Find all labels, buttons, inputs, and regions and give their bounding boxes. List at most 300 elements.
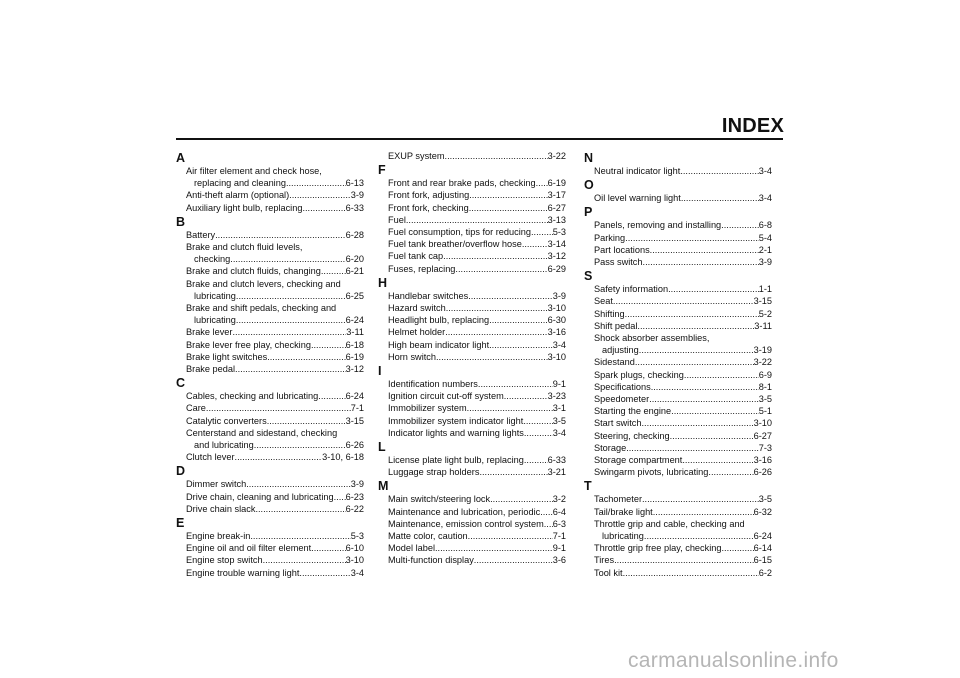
index-entry [584,405,772,417]
index-letter-heading: T [584,479,592,494]
index-entry [584,244,772,256]
index-entry [176,427,364,451]
leader-dots [490,493,553,505]
index-entry-text: Luggage strap holders [388,467,480,478]
leader-dots [681,192,759,204]
index-page-number: 6-29 [547,263,566,274]
index-entry [584,554,772,566]
leader-dots [289,189,351,201]
index-page-number: 6-24 [345,391,364,402]
index-entry-text: EXUP system [388,151,445,161]
index-entry-text: Drive chain slack [186,503,256,514]
index-page-number: 3-16 [753,455,772,466]
index-entry [176,402,364,414]
index-entry-text: Front fork, checking [388,202,469,213]
index-entry [378,454,566,466]
index-entry [584,506,772,518]
leader-dots [614,554,754,566]
index-entry-text: Matte color, caution [388,531,468,542]
leader-dots [321,265,346,277]
index-page-number: 3-1 [552,403,566,414]
leader-dots [635,356,754,368]
index-page-number: 3-9 [758,257,772,268]
leader-dots [443,250,547,262]
index-entry [584,256,772,268]
index-letter-heading: D [176,464,186,479]
index-entry-text: Tool kit [594,567,623,578]
index-entry-text: Shift pedal [594,320,638,331]
index-entry-text: Main switch/steering lock [388,494,491,505]
index-entry-text: Immobilizer system [388,403,467,414]
leader-dots [623,567,759,579]
index-page-number: 3-9 [552,290,566,301]
leader-dots [625,308,759,320]
index-entry-text: Safety information [594,284,669,295]
index-page-number: 3-10 [547,351,566,362]
leader-dots [649,393,759,405]
index-entry [584,192,772,204]
leader-dots [267,415,346,427]
index-page-number: 3-4 [552,427,566,438]
index-entry [176,326,364,338]
leader-dots [455,263,547,275]
index-entry [176,530,364,542]
index-entry [378,351,566,363]
index-page-number: 5-4 [758,232,772,243]
leader-dots [232,326,346,338]
index-page-number: 3-6 [552,555,566,566]
index-page-number: 3-22 [547,151,566,161]
index-entry-text: Starting the engine [594,406,672,417]
index-page-number: 3-16 [547,327,566,338]
index-entry [584,356,772,368]
leader-dots [302,202,345,214]
index-entry-text: Brake and shift pedals, checking and [186,303,337,314]
index-entry [176,189,364,201]
index-letter-heading: C [176,376,186,391]
index-page-number: 3-19 [753,345,772,356]
index-entry-text: Fuel consumption, tips for reducing [388,227,531,238]
index-entry-text: Fuel [388,214,406,225]
index-entry-text: Brake and clutch levers, checking and [186,278,341,289]
leader-dots [668,283,759,295]
index-entry [584,283,772,295]
index-entry [584,542,772,554]
index-entry [584,417,772,429]
index-page-number: 2-1 [758,244,772,255]
index-entry-text: replacing and cleaning [194,178,286,189]
index-entry [584,369,772,381]
index-entry-text: lubricating [194,315,236,326]
index-entry [378,238,566,250]
leader-dots [524,454,548,466]
index-letter-heading: E [176,516,185,531]
index-letter-heading: S [584,269,593,284]
leader-dots [653,506,754,518]
leader-dots [626,442,759,454]
index-page-number: 6-19 [345,351,364,362]
index-entry-text: Catalytic converters [186,415,267,426]
index-page-number: 3-4 [350,567,364,578]
leader-dots [478,378,553,390]
index-page-number: 6-32 [753,506,772,517]
leader-dots [235,451,323,463]
leader-dots [671,405,759,417]
index-page-number: 3-4 [552,339,566,350]
index-page-number: 9-1 [552,379,566,390]
index-entry [378,390,566,402]
index-entry-text: Sidestand [594,357,635,368]
index-entry-text: Brake lever free play, checking [186,339,311,350]
index-entry-text: Throttle grip and cable, checking and [594,518,745,529]
index-page-number: 6-26 [753,467,772,478]
index-entry [378,518,566,530]
index-page-number: 3-2 [552,494,566,505]
index-letter-heading: B [176,214,186,229]
index-entry-text: Model label [388,543,435,554]
leader-dots [540,506,553,518]
index-page-number: 3-12 [345,364,364,375]
index-column-2 [378,150,566,567]
index-entry [584,295,772,307]
index-entry-text: Parking [594,232,626,243]
index-entry [584,232,772,244]
index-entry [176,478,364,490]
watermark: carmanualsonline.info [628,649,839,672]
index-entry-text: Maintenance and lubrication, periodic [388,506,541,517]
index-page-number: 1-1 [758,284,772,295]
index-page-number: 3-22 [753,357,772,368]
index-entry [378,226,566,238]
index-entry-text: Headlight bulb, replacing [388,315,490,326]
index-entry-text: Anti-theft alarm (optional) [186,190,290,201]
index-page-number: 6-3 [552,518,566,529]
index-page-number: 6-27 [547,202,566,213]
index-entry [584,381,772,393]
index-page-number: 3-5 [758,494,772,505]
index-page-number: 3-12 [547,251,566,262]
index-entry-text: High beam indicator light [388,339,490,350]
leader-dots [479,466,547,478]
index-entry-text: Fuel tank cap [388,251,444,262]
index-entry [176,415,364,427]
index-page-number: 6-24 [753,531,772,542]
index-entry-text: Centerstand and sidestand, checking [186,427,338,438]
leader-dots [522,238,548,250]
leader-dots [639,344,754,356]
index-entry-text: Shifting [594,308,625,319]
index-page-number: 6-28 [345,229,364,240]
index-page-number: 3-14 [547,239,566,250]
index-entry [584,308,772,320]
index-entry-text: Seat [594,296,613,307]
index-entry [584,430,772,442]
index-page-number: 3-10, 6-18 [322,452,364,463]
index-page-number: 3-9 [350,190,364,201]
index-entry-text: Fuel tank breather/overflow hose [388,239,522,250]
index-entry [176,302,364,326]
index-page-number: 6-26 [345,440,364,451]
leader-dots [406,214,548,226]
index-entry [584,393,772,405]
leader-dots [721,219,759,231]
index-entry [378,177,566,189]
index-entry [176,554,364,566]
index-page-number: 6-13 [345,178,364,189]
index-letter-heading: L [378,440,386,455]
index-entry [176,229,364,241]
leader-dots [468,290,553,302]
index-entry-text: Drive chain, cleaning and lubricating [186,491,334,502]
index-entry-text: Spark plugs, checking [594,369,684,380]
index-entry-text: Care [186,403,206,414]
index-entry [378,466,566,478]
index-entry-text: Brake and clutch fluids, changing [186,266,321,277]
leader-dots [524,427,553,439]
index-page-number: 6-8 [758,220,772,231]
leader-dots [445,150,548,162]
index-page-number: 3-9 [350,479,364,490]
index-entry-text: Front fork, adjusting [388,190,470,201]
index-entry-text: Front and rear brake pads, checking [388,178,536,189]
leader-dots [544,518,553,530]
leader-dots [625,232,759,244]
index-page-number: 3-17 [547,190,566,201]
index-entry-text: Immobilizer system indicator light [388,415,524,426]
index-entry-text: Swingarm pivots, lubricating [594,467,709,478]
index-page-number: 3-23 [547,391,566,402]
index-page-number: 6-4 [552,506,566,517]
index-page-number: 6-9 [758,369,772,380]
index-page-number: 3-4 [758,166,772,176]
index-entry [176,202,364,214]
index-entry-text: Battery [186,229,216,240]
index-entry [176,491,364,503]
index-entry [176,451,364,463]
leader-dots [642,493,759,505]
index-entry [378,302,566,314]
index-entry-text: and lubricating [194,440,254,451]
index-entry [378,493,566,505]
leader-dots [311,339,346,351]
leader-dots [255,503,345,515]
leader-dots [250,530,350,542]
leader-dots [682,454,753,466]
index-entry-text: Storage compartment [594,455,683,466]
leader-dots [643,256,759,268]
index-page-number: 6-14 [753,543,772,554]
index-entry [378,530,566,542]
index-entry [176,542,364,554]
index-entry [584,320,772,332]
leader-dots [684,369,759,381]
index-letter-heading: F [378,163,386,178]
index-entry [176,351,364,363]
index-entry [378,339,566,351]
index-page-number: 3-11 [754,320,772,331]
index-entry [378,263,566,275]
leader-dots [680,165,758,177]
index-entry-text: Brake light switches [186,351,268,362]
index-entry [378,314,566,326]
leader-dots [318,390,345,402]
index-entry [176,241,364,265]
leader-dots [469,189,547,201]
index-entry [584,442,772,454]
index-entry-text: Engine trouble warning light [186,567,300,578]
leader-dots [445,326,547,338]
leader-dots [469,202,548,214]
index-entry [378,202,566,214]
leader-dots [523,415,552,427]
index-entry-text: Identification numbers [388,379,478,390]
leader-dots [446,302,548,314]
index-page-number: 3-5 [552,415,566,426]
index-entry [176,339,364,351]
index-page-number: 6-21 [345,266,364,277]
index-entry-text: Auxiliary light bulb, replacing [186,202,303,213]
index-entry-text: Hazard switch [388,303,446,314]
leader-dots [722,542,754,554]
index-letter-heading: I [378,364,382,379]
leader-dots [235,363,346,375]
index-entry-text: Clutch lever [186,452,235,463]
index-page-number: 6-20 [345,254,364,265]
index-page-number: 6-15 [753,555,772,566]
leader-dots [641,417,753,429]
leader-dots [474,554,553,566]
index-page-number: 3-13 [547,214,566,225]
leader-dots [286,177,346,189]
leader-dots [230,253,345,265]
index-entry [378,506,566,518]
index-entry-text: License plate light bulb, replacing [388,455,524,466]
index-entry-text: Start switch [594,418,642,429]
leader-dots [708,466,753,478]
leader-dots [236,290,346,302]
index-page-number: 6-33 [345,202,364,213]
index-page-number: 3-10 [345,555,364,566]
index-page-number: 9-1 [552,543,566,554]
leader-dots [215,229,346,241]
index-letter-heading: M [378,479,389,494]
index-entry-text: Part locations [594,244,650,255]
index-page-number: 5-1 [758,406,772,417]
index-entry [176,503,364,515]
index-entry-text: Fuses, replacing [388,263,456,274]
index-page-number: 8-1 [758,381,772,392]
page-title: INDEX [721,115,784,137]
leader-dots [637,320,754,332]
index-page-number: 6-18 [345,339,364,350]
index-entry-text: Brake and clutch fluid levels, [186,242,303,253]
index-page-number: 6-27 [753,430,772,441]
index-entry-text: Multi-function display [388,555,474,566]
index-entry [176,278,364,302]
index-entry [378,378,566,390]
index-letter-heading: O [584,178,594,193]
index-page-number: 3-10 [547,303,566,314]
index-entry [584,493,772,505]
index-page-number: 5-2 [758,308,772,319]
index-page-number: 3-4 [758,193,772,204]
index-entry-text: checking [194,254,231,265]
index-entry [176,363,364,375]
index-entry-text: Engine break-in [186,531,251,542]
leader-dots [334,491,346,503]
index-entry [176,165,364,189]
index-page-number: 5-3 [552,227,566,238]
leader-dots [489,314,547,326]
index-entry-text: Tachometer [594,494,642,505]
leader-dots [267,351,345,363]
index-entry [584,165,772,177]
index-entry-text: Ignition circuit cut-off system [388,391,504,402]
index-entry-text: Indicator lights and warning lights [388,427,524,438]
index-entry-text: Cables, checking and lubricating [186,391,319,402]
index-entry [378,554,566,566]
leader-dots [236,314,346,326]
index-entry [378,326,566,338]
index-entry-text: Handlebar switches [388,290,469,301]
index-entry-text: Oil level warning light [594,193,681,204]
index-page-number: 7-1 [552,531,566,542]
leader-dots [504,390,548,402]
index-entry-text: Engine oil and oil filter element [186,543,312,554]
index-entry [584,518,772,542]
index-entry [584,567,772,579]
index-entry [378,402,566,414]
index-page-number: 6-2 [758,567,772,578]
leader-dots [613,295,754,307]
leader-dots [263,554,346,566]
leader-dots [246,478,350,490]
index-entry-text: Air filter element and check hose, [186,166,322,176]
leader-dots [670,430,754,442]
index-entry [378,150,566,162]
index-entry [584,219,772,231]
index-column-3 [584,150,772,579]
index-entry-text: Storage [594,442,627,453]
index-entry [378,427,566,439]
index-entry-text: Neutral indicator light [594,166,681,176]
index-page-number: 6-19 [547,178,566,189]
index-entry-text: Specifications [594,381,651,392]
leader-dots [536,177,548,189]
index-entry-text: lubricating [602,531,644,542]
index-entry-text: Pass switch [594,257,643,268]
index-entry [378,290,566,302]
leader-dots [467,402,553,414]
index-entry [584,332,772,356]
index-entry [584,454,772,466]
index-page-number: 6-30 [547,315,566,326]
leader-dots [206,402,351,414]
index-page-number: 3-11 [346,327,364,338]
index-entry-text: Brake pedal [186,364,236,375]
title-rule [176,138,783,140]
index-page-number: 6-22 [345,503,364,514]
index-entry-text: Maintenance, emission control system [388,518,544,529]
index-page-number: 6-25 [345,290,364,301]
index-page-number: 5-3 [350,531,364,542]
index-entry-text: Shock absorber assemblies, [594,333,710,344]
index-entry-text: Dimmer switch [186,479,247,490]
index-entry-text: Helmet holder [388,327,446,338]
index-page-number: 3-10 [753,418,772,429]
index-letter-heading: P [584,205,593,220]
index-page-number: 6-23 [345,491,364,502]
